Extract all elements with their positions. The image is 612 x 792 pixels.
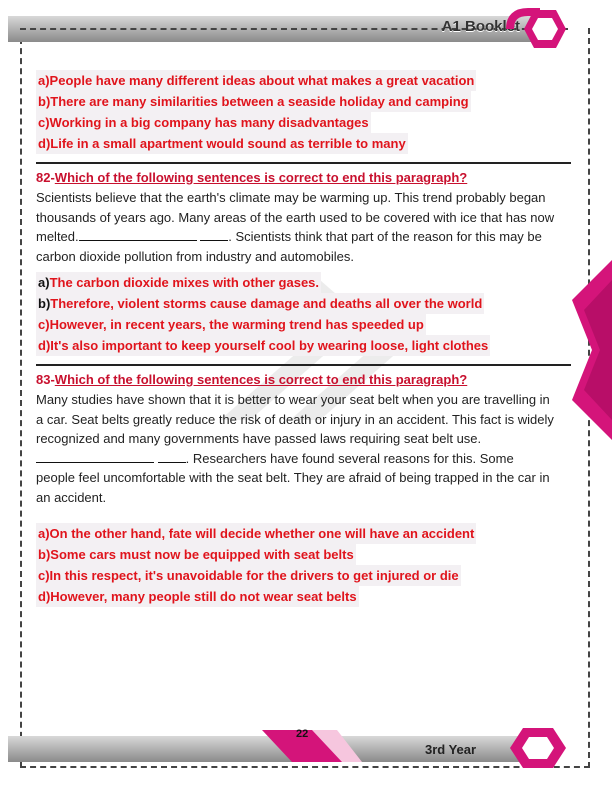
hexagon-logo-icon (500, 4, 568, 54)
answer-blank (158, 452, 186, 463)
q83-text: Which of the following sentences is correct to end this paragraph? (54, 372, 468, 387)
q82-option-a: a)The carbon dioxide mixes with other gases. (36, 272, 321, 293)
section-divider (36, 162, 571, 164)
q81-option-b: b)There are many similarities between a seaside holiday and camping (36, 91, 471, 112)
page-content (36, 70, 556, 607)
q82-heading (36, 170, 556, 185)
section-divider (36, 364, 571, 366)
q83-para-after: . Researchers have found several reasons for this. Some people feel uncomfortable with the seat belt. They are afraid of being trapped in the car in an accident. (36, 450, 550, 505)
q82-para-before: Scientists believe that the earth's climate may be warming up. This trend probably began thousands of years ago. Many areas of the earth used to be covered with ice that has now melted. (36, 190, 555, 244)
q82-text: Which of the following sentences is correct to end this paragraph? (54, 170, 468, 185)
q82-paragraph (36, 188, 556, 266)
q82-option-c: c)However, in recent years, the warming trend has speeded up (36, 314, 426, 335)
answer-blank (36, 452, 154, 463)
q83-option-b: b)Some cars must now be equipped with seat belts (36, 544, 356, 565)
hexagon-logo-icon (508, 724, 568, 772)
q83-option-a: a)On the other hand, fate will decide whether one will have an accident (36, 523, 476, 544)
decorative-arrow-icon (562, 260, 612, 440)
answer-blank (200, 230, 228, 241)
q82-option-d: d)It's also important to keep yourself cool by wearing loose, light clothes (36, 335, 490, 356)
q83-number: 83- (36, 372, 55, 387)
q82-number: 82- (36, 170, 55, 185)
page-number: 22 (296, 728, 309, 740)
footer-label: 3rd Year (425, 742, 477, 757)
footer-ribbon-icon (262, 730, 422, 762)
answer-blank (79, 230, 197, 241)
booklet-title: A1 Booklet (441, 18, 520, 35)
q83-heading (36, 372, 556, 387)
q81-option-d: d)Life in a small apartment would sound as terrible to many (36, 133, 408, 154)
q81-option-a: a)People have many different ideas about what makes a great vacation (36, 70, 476, 91)
q83-paragraph (36, 390, 556, 507)
q82-option-b: b)Therefore, violent storms cause damage and deaths all over the world (36, 293, 484, 314)
q82-para-after: . Scientists think that part of the reason for this may be carbon dioxide pollution from industry and automobiles. (36, 229, 542, 264)
q83-option-c: c)In this respect, it's unavoidable for the drivers to get injured or die (36, 565, 461, 586)
q83-para-before: Many studies have shown that it is better to wear your seat belt when you are travelling in a car. Seat belts greatly reduce the risk of death or injury in an accident. This fact is widely recognized and many governments have passed laws requiring seat belt use. (36, 392, 554, 446)
q83-option-d: d)However, many people still do not wear seat belts (36, 586, 359, 607)
q81-option-c: c)Working in a big company has many disadvantages (36, 112, 371, 133)
